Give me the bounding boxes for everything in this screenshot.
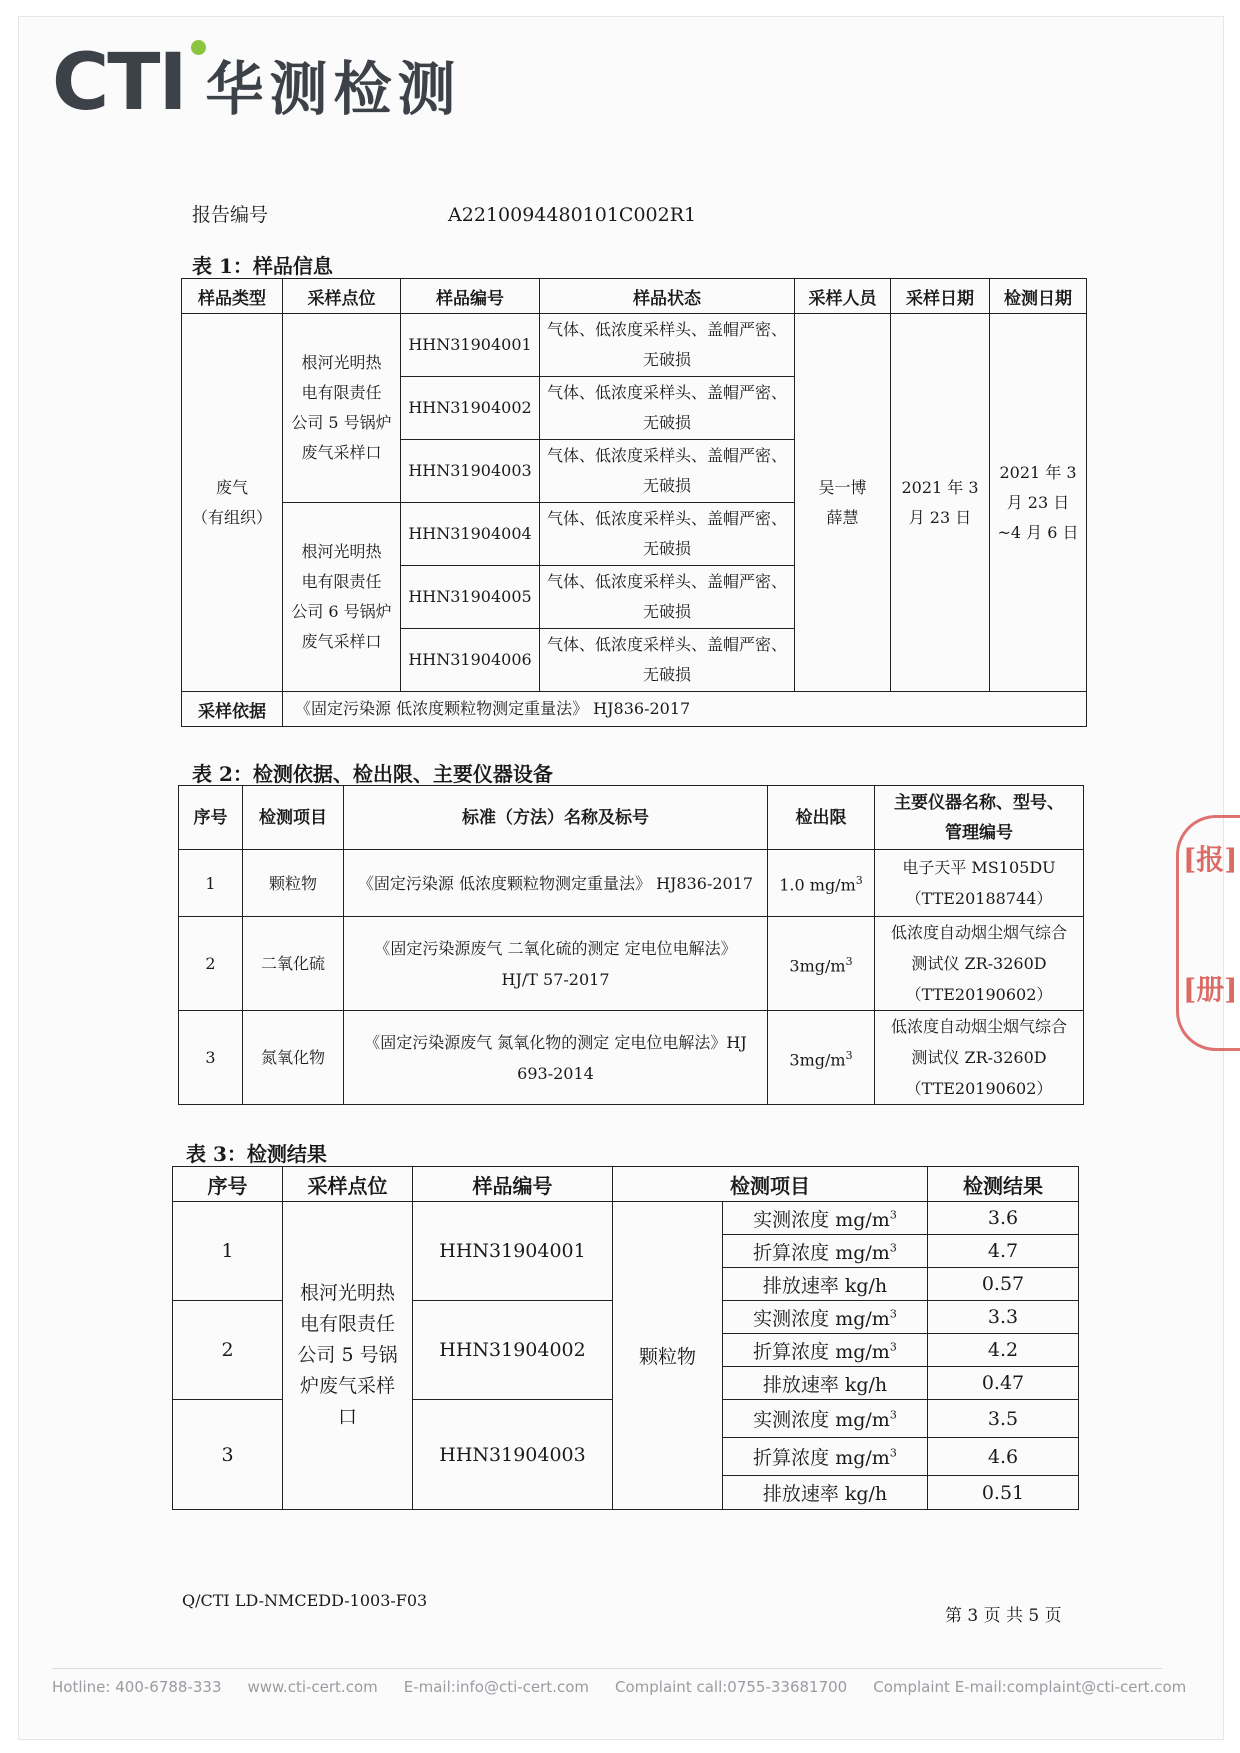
result-value: 0.47	[928, 1367, 1079, 1400]
th-sample-state: 样品状态	[540, 279, 795, 314]
group-no: 2	[173, 1301, 283, 1400]
standard-line: 《固定污染源废气 氮氧化物的测定 定电位电解法》HJ	[364, 1032, 747, 1052]
sample-state-cell	[540, 566, 795, 629]
group-no: 1	[173, 1202, 283, 1301]
instrument-line: 低浓度自动烟尘烟气综合	[890, 923, 1067, 942]
report-number-label: 报告编号	[192, 204, 269, 226]
param-exponent: 3	[889, 1208, 897, 1222]
limit-exponent: 3	[845, 1048, 853, 1062]
sample-id-cell: HHN31904001	[401, 314, 540, 377]
table-row	[173, 1202, 1079, 1235]
sample-id-cell: HHN31904004	[401, 503, 540, 566]
result-value: 0.57	[928, 1268, 1079, 1301]
site-line: 电有限责任	[301, 572, 382, 591]
th-no: 序号	[179, 786, 243, 850]
complaint-call-text: Complaint call:0755-33681700	[615, 1678, 848, 1696]
date-line: 月 23 日	[1006, 492, 1070, 512]
param-name: 排放速率 kg/h	[723, 1367, 928, 1400]
state-line: 无破损	[642, 602, 691, 621]
instrument-line: （TTE20188744）	[905, 889, 1053, 908]
param-exponent: 3	[889, 1241, 897, 1255]
method-instrument-table	[178, 785, 1084, 1105]
sample-state-cell	[540, 440, 795, 503]
state-line: 无破损	[642, 539, 691, 558]
site-line: 根河光明热	[301, 353, 382, 372]
analyte-cell: 颗粒物	[613, 1202, 723, 1510]
table3-caption: 表 3：检测结果	[186, 1142, 327, 1166]
row-limit	[768, 917, 875, 1011]
sampler-cell	[795, 314, 891, 692]
row-item: 氮氧化物	[243, 1011, 344, 1105]
sample-type-line: 废气	[215, 477, 248, 497]
test-date-cell	[990, 314, 1087, 692]
result-value: 4.6	[928, 1438, 1079, 1476]
table1-caption: 表 1：样品信息	[192, 254, 333, 278]
logo-chinese-text: 华测检测	[205, 55, 462, 123]
table-row	[179, 850, 1084, 917]
stamp-text: [报]	[1183, 843, 1238, 876]
standard-line: HJ/T 57-2017	[501, 969, 610, 989]
param-exponent: 3	[889, 1446, 897, 1460]
site-line: 废气采样口	[301, 632, 382, 651]
sampler-name: 薛慧	[826, 507, 859, 527]
param-name	[723, 1235, 928, 1268]
param-name	[723, 1301, 928, 1334]
row-standard	[344, 1011, 768, 1105]
table2-caption: 表 2：检测依据、检出限、主要仪器设备	[192, 762, 553, 786]
row-instrument	[875, 850, 1084, 917]
state-line: 气体、低浓度采样头、盖帽严密、	[546, 572, 787, 591]
site-line: 废气采样口	[301, 443, 382, 462]
th-test-item: 检测项目	[243, 786, 344, 850]
logo-green-dot	[191, 40, 206, 55]
sample-state-cell	[540, 314, 795, 377]
group-sample-id: HHN31904003	[413, 1400, 613, 1510]
param-exponent: 3	[889, 1340, 897, 1354]
site-line: 公司 5 号锅炉	[291, 413, 392, 432]
sampling-date-cell	[891, 314, 990, 692]
th-sampler: 采样人员	[795, 279, 891, 314]
instrument-line: 测试仪 ZR-3260D	[911, 1048, 1047, 1067]
state-line: 无破损	[642, 350, 691, 369]
row-standard	[344, 917, 768, 1011]
limit-exponent: 3	[855, 874, 863, 888]
state-line: 气体、低浓度采样头、盖帽严密、	[546, 509, 787, 528]
state-line: 气体、低浓度采样头、盖帽严密、	[546, 446, 787, 465]
date-line: 2021 年 3	[999, 462, 1077, 482]
sample-state-cell	[540, 503, 795, 566]
row-no: 3	[179, 1011, 243, 1105]
result-value: 3.3	[928, 1301, 1079, 1334]
site-line: 公司 6 号锅炉	[291, 602, 392, 621]
complaint-email-link[interactable]: Complaint E-mail:complaint@cti-cert.com	[873, 1678, 1187, 1696]
th-instrument-line: 管理编号	[945, 822, 1013, 843]
sample-state-cell	[540, 377, 795, 440]
th-instrument-line: 主要仪器名称、型号、	[894, 792, 1064, 813]
report-number-value: A2210094480101C002R1	[448, 204, 697, 226]
site-line: 电有限责任	[299, 1313, 395, 1335]
company-logo	[52, 32, 462, 128]
th-sampling-site: 采样点位	[283, 279, 401, 314]
table-row	[182, 314, 1087, 377]
param-name	[723, 1202, 928, 1235]
limit-value: 3mg/m	[789, 1050, 846, 1070]
stamp-text: [册]	[1183, 973, 1238, 1006]
sampling-basis-label: 采样依据	[182, 692, 283, 727]
sample-id-cell: HHN31904005	[401, 566, 540, 629]
sampling-site-cell	[283, 1202, 413, 1510]
standard-line: 《固定污染源 低浓度颗粒物测定重量法》 HJ836-2017	[357, 873, 754, 893]
basis-row	[182, 692, 1087, 727]
table-row	[179, 1011, 1084, 1105]
row-standard	[344, 850, 768, 917]
site-line: 电有限责任	[301, 383, 382, 402]
standard-line: 《固定污染源废气 二氧化硫的测定 定电位电解法》	[374, 938, 737, 958]
instrument-line: 低浓度自动烟尘烟气综合	[890, 1017, 1067, 1036]
instrument-line: 测试仪 ZR-3260D	[911, 954, 1047, 973]
param-name	[723, 1334, 928, 1367]
email-link[interactable]: E-mail:info@cti-cert.com	[403, 1678, 589, 1696]
result-value: 3.5	[928, 1400, 1079, 1438]
table-header-row	[173, 1167, 1079, 1202]
param-text: 折算浓度 mg/m	[753, 1340, 890, 1363]
contact-bar	[52, 1678, 1187, 1696]
group-sample-id: HHN31904002	[413, 1301, 613, 1400]
website-link[interactable]: www.cti-cert.com	[247, 1678, 378, 1696]
site-line: 根河光明热	[299, 1282, 395, 1304]
sample-id-cell: HHN31904003	[401, 440, 540, 503]
param-text: 实测浓度 mg/m	[753, 1409, 890, 1431]
table-row	[179, 917, 1084, 1011]
standard-line: 693-2014	[517, 1063, 594, 1083]
param-name: 排放速率 kg/h	[723, 1268, 928, 1301]
state-line: 气体、低浓度采样头、盖帽严密、	[546, 320, 787, 339]
report-number-row	[192, 200, 696, 227]
sample-type-cell	[182, 314, 283, 692]
th-sample-type: 样品类型	[182, 279, 283, 314]
th-standard: 标准（方法）名称及标号	[344, 786, 768, 850]
sampling-site-cell	[283, 314, 401, 503]
instrument-line: 电子天平 MS105DU	[902, 858, 1056, 877]
sample-info-table	[181, 278, 1087, 727]
sampling-basis-value: 《固定污染源 低浓度颗粒物测定重量法》 HJ836-2017	[283, 692, 1087, 727]
table-header-row	[182, 279, 1087, 314]
param-text: 实测浓度 mg/m	[753, 1307, 890, 1330]
row-instrument	[875, 1011, 1084, 1105]
group-sample-id: HHN31904001	[413, 1202, 613, 1301]
page-number: 第 3 页 共 5 页	[945, 1606, 1062, 1626]
row-no: 1	[179, 850, 243, 917]
row-instrument	[875, 917, 1084, 1011]
limit-value: 3mg/m	[789, 956, 846, 976]
param-name: 排放速率 kg/h	[723, 1476, 928, 1510]
footer-divider	[52, 1668, 1162, 1669]
logo-cti-text: CTI	[52, 44, 185, 122]
row-no: 2	[179, 917, 243, 1011]
limit-exponent: 3	[845, 954, 853, 968]
th-sampling-site: 采样点位	[283, 1167, 413, 1202]
form-code: Q/CTI LD-NMCEDD-1003-F03	[182, 1591, 428, 1610]
th-no: 序号	[173, 1167, 283, 1202]
group-no: 3	[173, 1400, 283, 1510]
th-test-date: 检测日期	[990, 279, 1087, 314]
state-line: 无破损	[642, 413, 691, 432]
result-value: 3.6	[928, 1202, 1079, 1235]
param-exponent: 3	[889, 1408, 897, 1422]
result-value: 4.2	[928, 1334, 1079, 1367]
th-sample-id: 样品编号	[401, 279, 540, 314]
instrument-line: （TTE20190602）	[905, 985, 1053, 1004]
date-line: 月 23 日	[908, 507, 972, 527]
state-line: 无破损	[642, 665, 691, 684]
state-line: 气体、低浓度采样头、盖帽严密、	[546, 383, 787, 402]
row-limit	[768, 1011, 875, 1105]
result-value: 4.7	[928, 1235, 1079, 1268]
result-value: 0.51	[928, 1476, 1079, 1510]
th-sampling-date: 采样日期	[891, 279, 990, 314]
sample-type-line: （有组织）	[191, 507, 272, 527]
test-results-table	[172, 1166, 1079, 1510]
state-line: 无破损	[642, 476, 691, 495]
param-exponent: 3	[889, 1307, 897, 1321]
hotline-text: Hotline: 400-6788-333	[52, 1678, 222, 1696]
site-line: 公司 5 号锅	[297, 1344, 398, 1366]
sample-id-cell: HHN31904002	[401, 377, 540, 440]
limit-value: 1.0 mg/m	[779, 875, 856, 895]
instrument-line: （TTE20190602）	[905, 1079, 1053, 1098]
row-item: 二氧化硫	[243, 917, 344, 1011]
th-sample-id: 样品编号	[413, 1167, 613, 1202]
param-text: 折算浓度 mg/m	[753, 1447, 890, 1469]
sampler-name: 吴一博	[818, 477, 867, 497]
row-limit	[768, 850, 875, 917]
th-result: 检测结果	[928, 1167, 1079, 1202]
th-instrument	[875, 786, 1084, 850]
date-line: 2021 年 3	[901, 477, 979, 497]
param-name	[723, 1438, 928, 1476]
date-line: ~4 月 6 日	[997, 522, 1079, 542]
state-line: 气体、低浓度采样头、盖帽严密、	[546, 635, 787, 654]
sample-id-cell: HHN31904006	[401, 629, 540, 692]
site-line: 口	[337, 1406, 357, 1428]
sample-state-cell	[540, 629, 795, 692]
th-test-item: 检测项目	[613, 1167, 928, 1202]
param-text: 折算浓度 mg/m	[753, 1241, 890, 1264]
row-item: 颗粒物	[243, 850, 344, 917]
site-line: 根河光明热	[301, 542, 382, 561]
param-text: 实测浓度 mg/m	[753, 1208, 890, 1231]
table-header-row	[179, 786, 1084, 850]
site-line: 炉废气采样	[299, 1375, 395, 1397]
param-name	[723, 1400, 928, 1438]
sampling-site-cell	[283, 503, 401, 692]
th-detection-limit: 检出限	[768, 786, 875, 850]
